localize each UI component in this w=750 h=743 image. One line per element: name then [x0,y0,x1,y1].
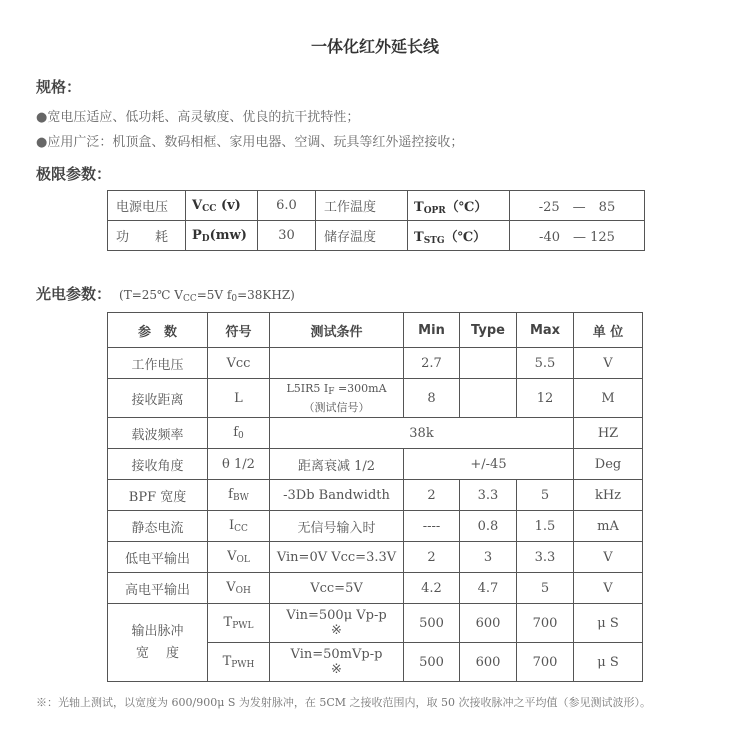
limit-value: 30 [258,221,316,251]
param-condition: Vin=500μ Vp-p ※ [270,604,404,643]
page-title: 一体化红外延长线 [310,37,439,56]
table-row [108,449,643,480]
limits-table [107,190,645,251]
header-cell: Max [517,313,574,348]
table-row [108,573,643,604]
params-caption: (T=25℃ $V_{CC}=5V$ $f_0=38KHZ$) [119,288,295,304]
param-name: 工作电压 [108,348,208,379]
param-max: 5.5 [517,348,574,379]
param-name: 低电平输出 [108,542,208,573]
limit-symbol: $V_{CC}$ (v) [186,191,258,221]
param-name: 接收距离 [108,379,208,418]
limit-range: -40 — 125 [510,221,645,251]
param-symbol: $T_{PWH}$ [208,643,270,682]
param-max: 3.3 [517,542,574,573]
limits-row [108,221,645,251]
header-cell: Min [404,313,460,348]
spec-bullet-2: ●应用广泛：机顶盒、数码相框、家用电器、空调、玩具等红外遥控接收； [36,135,464,150]
param-condition: L5IR5 $I_F =300mA$ （测试信号） [270,379,404,418]
param-min: 2.7 [404,348,460,379]
param-condition: Vin=50mVp-p ※ [270,643,404,682]
param-min: 4.2 [404,573,460,604]
spec-bullet-1: ●宽电压适应、低功耗、高灵敏度、优良的抗干扰特性； [36,110,360,125]
param-name: 载波频率 [108,418,208,449]
limit-name: 电源电压 [108,191,186,221]
param-name: 接收角度 [108,449,208,480]
param-max: 12 [517,379,574,418]
limit-symbol-2: $T_{STG}(℃)$ [408,221,510,251]
param-min: ---- [404,511,460,542]
param-name: 输出脉冲 宽 度 [108,604,208,682]
param-min: 2 [404,480,460,511]
table-row [108,418,643,449]
param-unit: kHz [574,480,643,511]
param-unit: M [574,379,643,418]
param-typ: 0.8 [460,511,517,542]
param-symbol: $I_{CC}$ [208,511,270,542]
param-unit: HZ [574,418,643,449]
param-typ: 3.3 [460,480,517,511]
param-typ [460,379,517,418]
limits-heading: 极限参数： [36,165,112,183]
param-unit: Deg [574,449,643,480]
param-max: 700 [517,604,574,643]
param-min: 8 [404,379,460,418]
param-symbol: L [208,379,270,418]
param-min: 2 [404,542,460,573]
param-typ: 3 [460,542,517,573]
table-row [108,511,643,542]
param-unit: μ S [574,643,643,682]
limit-symbol: $P_D(mw)$ [186,221,258,251]
limit-value: 6.0 [258,191,316,221]
limit-name: 功 耗 [108,221,186,251]
header-cell: Type [460,313,517,348]
param-name: 高电平输出 [108,573,208,604]
limit-symbol-2: $T_{OPR}(℃)$ [408,191,510,221]
limit-name-2: 储存温度 [316,221,408,251]
param-condition: 38k [270,418,574,449]
spec-heading: 规格： [36,78,82,96]
header-cell: 单 位 [574,313,643,348]
footnote: ※：光轴上测试，以宽度为 600/900μ S 为发射脉冲，在 5CM 之接收范围内，取 50 次接收脉冲之平均值（参见测试波形）。 [36,696,652,709]
param-symbol: $f_0$ [208,418,270,449]
param-unit: V [574,542,643,573]
param-unit: μ S [574,604,643,643]
params-heading: 光电参数： (T=25℃ $V_{CC}=5V$ $f_0=38KHZ$) [36,285,295,304]
param-condition: Vin=0V Vcc=3.3V [270,542,404,573]
param-symbol: $V_{OL}$ [208,542,270,573]
table-row [108,604,643,643]
param-max: 5 [517,480,574,511]
param-typ: 600 [460,643,517,682]
param-value: +/-45 [404,449,574,480]
param-min: 500 [404,604,460,643]
param-typ [460,348,517,379]
params-table [107,312,643,682]
table-row [108,542,643,573]
param-symbol: $V_{OH}$ [208,573,270,604]
header-cell: 测试条件 [270,313,404,348]
param-condition: Vcc=5V [270,573,404,604]
param-symbol: θ 1/2 [208,449,270,480]
param-symbol: $T_{PWL}$ [208,604,270,643]
param-unit: V [574,348,643,379]
param-unit: mA [574,511,643,542]
param-max: 1.5 [517,511,574,542]
limits-row [108,191,645,221]
param-symbol: Vcc [208,348,270,379]
param-typ: 600 [460,604,517,643]
limit-name-2: 工作温度 [316,191,408,221]
table-row [108,379,643,418]
table-row [108,480,643,511]
param-condition: -3Db Bandwidth [270,480,404,511]
param-max: 700 [517,643,574,682]
param-symbol: $f_{BW}$ [208,480,270,511]
param-name: BPF 宽度 [108,480,208,511]
table-header [108,313,643,348]
param-max: 5 [517,573,574,604]
table-row [108,348,643,379]
limit-range: -25 — 85 [510,191,645,221]
param-unit: V [574,573,643,604]
param-min: 500 [404,643,460,682]
param-typ: 4.7 [460,573,517,604]
header-cell: 符号 [208,313,270,348]
param-condition: 距离衰减 1/2 [270,449,404,480]
header-cell: 参 数 [108,313,208,348]
param-name: 静态电流 [108,511,208,542]
param-condition [270,348,404,379]
param-condition: 无信号输入时 [270,511,404,542]
